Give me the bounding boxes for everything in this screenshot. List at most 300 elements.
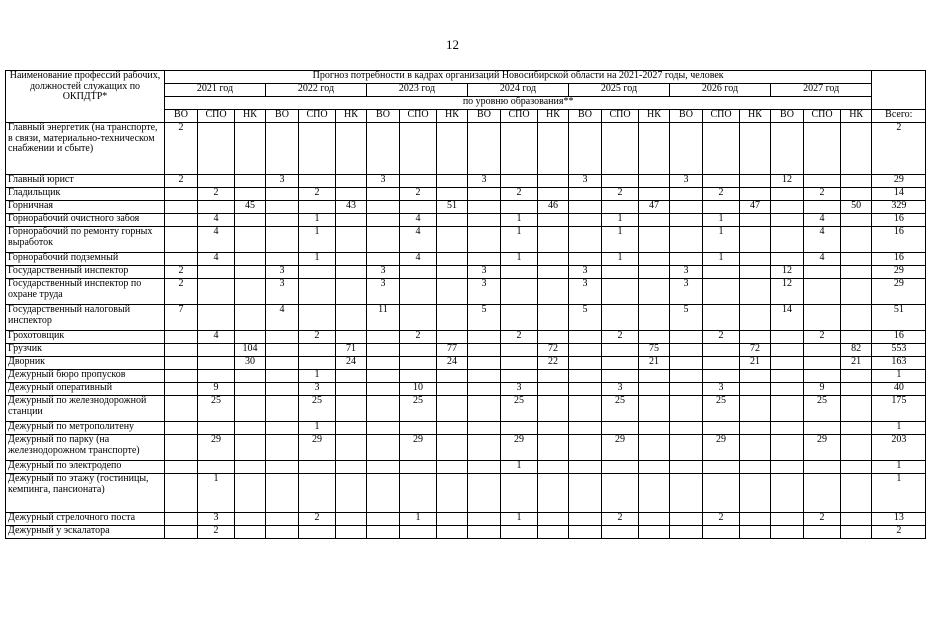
value-cell bbox=[165, 201, 198, 214]
value-cell bbox=[198, 461, 235, 474]
value-cell bbox=[336, 396, 367, 422]
value-cell: 29 bbox=[703, 435, 740, 461]
value-cell bbox=[501, 175, 538, 188]
value-cell bbox=[336, 370, 367, 383]
profession-name: Грохотовщик bbox=[6, 331, 165, 344]
value-cell bbox=[468, 370, 501, 383]
value-cell bbox=[400, 123, 437, 175]
table-row bbox=[6, 357, 926, 370]
value-cell bbox=[670, 357, 703, 370]
level-header: ВО bbox=[771, 110, 804, 123]
table-row bbox=[6, 253, 926, 266]
value-cell: 24 bbox=[336, 357, 367, 370]
value-cell bbox=[468, 123, 501, 175]
profession-name: Дежурный по железнодорожной станции bbox=[6, 396, 165, 422]
value-cell: 2 bbox=[804, 513, 841, 526]
value-cell bbox=[771, 188, 804, 201]
value-cell bbox=[538, 435, 569, 461]
value-cell bbox=[771, 435, 804, 461]
value-cell bbox=[740, 383, 771, 396]
value-cell: 3 bbox=[367, 175, 400, 188]
profession-name: Горнорабочий по ремонту горных выработок bbox=[6, 227, 165, 253]
value-cell bbox=[336, 526, 367, 539]
value-cell: 25 bbox=[198, 396, 235, 422]
value-cell bbox=[468, 344, 501, 357]
value-cell bbox=[266, 526, 299, 539]
value-cell: 2 bbox=[165, 279, 198, 305]
value-cell bbox=[336, 214, 367, 227]
value-cell: 21 bbox=[639, 357, 670, 370]
value-cell bbox=[266, 201, 299, 214]
value-cell bbox=[841, 279, 872, 305]
value-cell: 2 bbox=[602, 331, 639, 344]
value-cell bbox=[235, 305, 266, 331]
value-cell bbox=[740, 526, 771, 539]
value-cell bbox=[437, 266, 468, 279]
value-cell bbox=[299, 474, 336, 513]
value-cell bbox=[771, 422, 804, 435]
value-cell bbox=[569, 474, 602, 513]
value-cell bbox=[266, 435, 299, 461]
value-cell bbox=[771, 357, 804, 370]
profession-name: Горнорабочий очистного забоя bbox=[6, 214, 165, 227]
value-cell bbox=[266, 370, 299, 383]
value-cell bbox=[670, 370, 703, 383]
value-cell bbox=[468, 435, 501, 461]
value-cell bbox=[437, 370, 468, 383]
value-cell bbox=[703, 461, 740, 474]
value-cell bbox=[367, 396, 400, 422]
value-cell bbox=[740, 175, 771, 188]
value-cell bbox=[602, 344, 639, 357]
value-cell bbox=[569, 526, 602, 539]
value-cell bbox=[437, 474, 468, 513]
level-header: НК bbox=[235, 110, 266, 123]
value-cell bbox=[771, 396, 804, 422]
value-cell bbox=[569, 461, 602, 474]
value-cell bbox=[299, 526, 336, 539]
value-cell bbox=[538, 370, 569, 383]
value-cell bbox=[165, 383, 198, 396]
value-cell bbox=[804, 357, 841, 370]
value-cell bbox=[538, 253, 569, 266]
value-cell bbox=[235, 188, 266, 201]
value-cell bbox=[400, 370, 437, 383]
value-cell bbox=[841, 435, 872, 461]
value-cell bbox=[367, 474, 400, 513]
value-cell bbox=[639, 422, 670, 435]
value-cell bbox=[336, 422, 367, 435]
value-cell: 4 bbox=[804, 227, 841, 253]
value-cell bbox=[165, 513, 198, 526]
level-header: СПО bbox=[299, 110, 336, 123]
value-cell bbox=[367, 123, 400, 175]
value-cell bbox=[841, 396, 872, 422]
value-cell bbox=[771, 214, 804, 227]
value-cell bbox=[198, 123, 235, 175]
profession-name: Гладильщик bbox=[6, 188, 165, 201]
value-cell bbox=[841, 305, 872, 331]
value-cell bbox=[602, 266, 639, 279]
value-cell bbox=[235, 279, 266, 305]
value-cell: 25 bbox=[400, 396, 437, 422]
value-cell: 7 bbox=[165, 305, 198, 331]
value-cell bbox=[266, 123, 299, 175]
level-header: НК bbox=[639, 110, 670, 123]
level-header: ВО bbox=[569, 110, 602, 123]
value-cell: 3 bbox=[468, 279, 501, 305]
value-cell bbox=[639, 266, 670, 279]
value-cell bbox=[468, 513, 501, 526]
value-cell: 4 bbox=[198, 331, 235, 344]
profession-name: Дежурный по парку (на железнодорожном транспорте) bbox=[6, 435, 165, 461]
value-cell: 3 bbox=[367, 279, 400, 305]
value-cell bbox=[538, 227, 569, 253]
value-cell: 2 bbox=[703, 513, 740, 526]
value-cell bbox=[266, 357, 299, 370]
value-cell bbox=[703, 175, 740, 188]
profession-name: Дежурный стрелочного поста bbox=[6, 513, 165, 526]
value-cell bbox=[437, 175, 468, 188]
value-cell: 1 bbox=[400, 513, 437, 526]
value-cell bbox=[266, 253, 299, 266]
profession-name: Горничная bbox=[6, 201, 165, 214]
profession-name: Дежурный по метрополитену bbox=[6, 422, 165, 435]
level-header: ВО bbox=[266, 110, 299, 123]
value-cell: 71 bbox=[336, 344, 367, 357]
value-cell bbox=[367, 331, 400, 344]
value-cell: 3 bbox=[468, 266, 501, 279]
value-cell bbox=[266, 513, 299, 526]
value-cell bbox=[198, 279, 235, 305]
value-cell bbox=[336, 474, 367, 513]
value-cell: 4 bbox=[804, 253, 841, 266]
value-cell bbox=[771, 370, 804, 383]
value-cell bbox=[501, 357, 538, 370]
value-cell bbox=[468, 357, 501, 370]
value-cell bbox=[266, 188, 299, 201]
value-cell bbox=[266, 422, 299, 435]
value-cell bbox=[235, 331, 266, 344]
value-cell bbox=[299, 279, 336, 305]
value-cell bbox=[602, 370, 639, 383]
value-cell bbox=[804, 344, 841, 357]
value-cell bbox=[437, 227, 468, 253]
value-cell bbox=[165, 227, 198, 253]
level-header: НК bbox=[336, 110, 367, 123]
value-cell bbox=[367, 435, 400, 461]
value-cell: 9 bbox=[804, 383, 841, 396]
value-cell bbox=[569, 370, 602, 383]
level-header: СПО bbox=[400, 110, 437, 123]
value-cell bbox=[367, 344, 400, 357]
value-cell bbox=[468, 201, 501, 214]
value-cell: 3 bbox=[266, 175, 299, 188]
value-cell bbox=[771, 331, 804, 344]
value-cell bbox=[804, 305, 841, 331]
profession-name: Государственный инспектор bbox=[6, 266, 165, 279]
value-cell bbox=[670, 227, 703, 253]
value-cell bbox=[165, 344, 198, 357]
table-row bbox=[6, 175, 926, 188]
value-cell bbox=[266, 383, 299, 396]
value-cell bbox=[198, 370, 235, 383]
table-row bbox=[6, 526, 926, 539]
value-cell bbox=[841, 266, 872, 279]
value-cell bbox=[670, 513, 703, 526]
value-cell: 11 bbox=[367, 305, 400, 331]
value-cell: 82 bbox=[841, 344, 872, 357]
value-cell bbox=[468, 188, 501, 201]
value-cell bbox=[336, 175, 367, 188]
value-cell bbox=[235, 474, 266, 513]
value-cell bbox=[437, 422, 468, 435]
value-cell bbox=[639, 370, 670, 383]
value-cell bbox=[639, 175, 670, 188]
value-cell bbox=[235, 513, 266, 526]
value-cell bbox=[235, 383, 266, 396]
value-cell bbox=[336, 227, 367, 253]
value-cell: 2 bbox=[165, 266, 198, 279]
value-cell bbox=[437, 123, 468, 175]
table-row bbox=[6, 305, 926, 331]
value-cell: 1 bbox=[299, 214, 336, 227]
table-row bbox=[6, 266, 926, 279]
value-cell bbox=[841, 188, 872, 201]
value-cell bbox=[804, 422, 841, 435]
value-cell bbox=[165, 422, 198, 435]
table-row bbox=[6, 513, 926, 526]
value-cell: 4 bbox=[400, 253, 437, 266]
value-cell bbox=[602, 175, 639, 188]
value-cell bbox=[266, 396, 299, 422]
level-header: НК bbox=[437, 110, 468, 123]
value-cell: 5 bbox=[670, 305, 703, 331]
value-cell bbox=[804, 461, 841, 474]
value-cell bbox=[336, 305, 367, 331]
profession-name: Дворник bbox=[6, 357, 165, 370]
value-cell bbox=[437, 513, 468, 526]
value-cell bbox=[336, 435, 367, 461]
value-cell bbox=[841, 214, 872, 227]
value-cell bbox=[235, 526, 266, 539]
value-cell bbox=[804, 370, 841, 383]
value-cell: 4 bbox=[266, 305, 299, 331]
value-cell bbox=[639, 513, 670, 526]
page-number: 12 bbox=[446, 37, 459, 52]
total-cell: 16 bbox=[872, 227, 926, 253]
value-cell bbox=[468, 461, 501, 474]
level-header: СПО bbox=[804, 110, 841, 123]
value-cell bbox=[501, 279, 538, 305]
value-cell bbox=[501, 344, 538, 357]
value-cell: 3 bbox=[670, 279, 703, 305]
value-cell bbox=[538, 305, 569, 331]
value-cell bbox=[670, 253, 703, 266]
value-cell bbox=[602, 357, 639, 370]
table-row bbox=[6, 279, 926, 305]
value-cell bbox=[235, 253, 266, 266]
value-cell bbox=[569, 513, 602, 526]
value-cell bbox=[569, 344, 602, 357]
value-cell bbox=[670, 435, 703, 461]
value-cell bbox=[670, 461, 703, 474]
value-cell: 2 bbox=[703, 331, 740, 344]
year-header: 2022 год bbox=[266, 84, 367, 97]
value-cell bbox=[841, 331, 872, 344]
value-cell: 1 bbox=[703, 227, 740, 253]
value-cell bbox=[841, 383, 872, 396]
level-header: СПО bbox=[198, 110, 235, 123]
value-cell: 30 bbox=[235, 357, 266, 370]
value-cell bbox=[841, 370, 872, 383]
value-cell bbox=[639, 383, 670, 396]
table-row bbox=[6, 123, 926, 175]
value-cell: 2 bbox=[198, 188, 235, 201]
value-cell bbox=[639, 396, 670, 422]
profession-name: Главный энергетик (на транспорте, в связи, материально-техническом снабжении и сбыте) bbox=[6, 123, 165, 175]
year-header: 2026 год bbox=[670, 84, 771, 97]
value-cell: 1 bbox=[501, 513, 538, 526]
value-cell: 22 bbox=[538, 357, 569, 370]
value-cell: 3 bbox=[569, 266, 602, 279]
value-cell bbox=[400, 357, 437, 370]
value-cell: 29 bbox=[602, 435, 639, 461]
value-cell bbox=[639, 279, 670, 305]
value-cell bbox=[400, 461, 437, 474]
value-cell bbox=[235, 123, 266, 175]
value-cell bbox=[841, 253, 872, 266]
value-cell bbox=[639, 227, 670, 253]
total-header: Всего: bbox=[872, 110, 926, 123]
value-cell: 47 bbox=[740, 201, 771, 214]
value-cell bbox=[538, 422, 569, 435]
value-cell bbox=[538, 214, 569, 227]
value-cell bbox=[602, 474, 639, 513]
value-cell bbox=[299, 201, 336, 214]
value-cell bbox=[771, 123, 804, 175]
value-cell bbox=[367, 422, 400, 435]
total-cell: 51 bbox=[872, 305, 926, 331]
value-cell bbox=[804, 175, 841, 188]
value-cell: 3 bbox=[670, 175, 703, 188]
value-cell bbox=[703, 474, 740, 513]
value-cell bbox=[235, 396, 266, 422]
value-cell bbox=[367, 357, 400, 370]
value-cell bbox=[538, 175, 569, 188]
value-cell bbox=[299, 123, 336, 175]
value-cell bbox=[703, 123, 740, 175]
value-cell bbox=[336, 188, 367, 201]
value-cell bbox=[437, 331, 468, 344]
value-cell bbox=[299, 357, 336, 370]
value-cell bbox=[670, 188, 703, 201]
profession-name: Государственный налоговый инспектор bbox=[6, 305, 165, 331]
total-cell: 16 bbox=[872, 214, 926, 227]
value-cell: 1 bbox=[501, 461, 538, 474]
value-cell: 77 bbox=[437, 344, 468, 357]
value-cell: 10 bbox=[400, 383, 437, 396]
profession-name: Горнорабочий подземный bbox=[6, 253, 165, 266]
value-cell bbox=[336, 123, 367, 175]
total-cell: 29 bbox=[872, 279, 926, 305]
value-cell bbox=[198, 344, 235, 357]
value-cell: 4 bbox=[198, 227, 235, 253]
value-cell: 3 bbox=[703, 383, 740, 396]
value-cell: 12 bbox=[771, 279, 804, 305]
value-cell bbox=[437, 279, 468, 305]
table-row bbox=[6, 461, 926, 474]
profession-name: Дежурный по электродепо bbox=[6, 461, 165, 474]
value-cell bbox=[602, 201, 639, 214]
value-cell bbox=[468, 383, 501, 396]
value-cell bbox=[538, 383, 569, 396]
value-cell bbox=[165, 188, 198, 201]
value-cell bbox=[198, 357, 235, 370]
value-cell bbox=[740, 331, 771, 344]
value-cell bbox=[299, 344, 336, 357]
value-cell: 1 bbox=[501, 214, 538, 227]
value-cell bbox=[639, 305, 670, 331]
value-cell bbox=[336, 461, 367, 474]
total-cell: 1 bbox=[872, 461, 926, 474]
table-row bbox=[6, 383, 926, 396]
value-cell bbox=[771, 227, 804, 253]
value-cell bbox=[703, 344, 740, 357]
value-cell bbox=[367, 526, 400, 539]
value-cell: 12 bbox=[771, 175, 804, 188]
value-cell bbox=[639, 188, 670, 201]
value-cell: 25 bbox=[804, 396, 841, 422]
value-cell: 25 bbox=[299, 396, 336, 422]
value-cell bbox=[235, 175, 266, 188]
value-cell bbox=[400, 266, 437, 279]
value-cell: 12 bbox=[771, 266, 804, 279]
value-cell bbox=[569, 201, 602, 214]
value-cell: 24 bbox=[437, 357, 468, 370]
value-cell: 1 bbox=[299, 253, 336, 266]
value-cell bbox=[670, 396, 703, 422]
value-cell: 1 bbox=[703, 214, 740, 227]
value-cell bbox=[639, 253, 670, 266]
value-cell bbox=[437, 526, 468, 539]
value-cell bbox=[538, 279, 569, 305]
forecast-header: Прогноз потребности в кадрах организаций Новосибирской области на 2021-2027 годы, человек bbox=[165, 71, 872, 84]
value-cell bbox=[569, 383, 602, 396]
value-cell: 1 bbox=[602, 214, 639, 227]
value-cell: 21 bbox=[841, 357, 872, 370]
value-cell: 2 bbox=[198, 526, 235, 539]
value-cell: 9 bbox=[198, 383, 235, 396]
value-cell bbox=[501, 201, 538, 214]
value-cell bbox=[400, 305, 437, 331]
value-cell bbox=[299, 175, 336, 188]
value-cell: 4 bbox=[198, 253, 235, 266]
value-cell bbox=[235, 370, 266, 383]
value-cell bbox=[165, 435, 198, 461]
value-cell bbox=[468, 253, 501, 266]
profession-name: Дежурный оперативный bbox=[6, 383, 165, 396]
value-cell bbox=[639, 435, 670, 461]
value-cell bbox=[740, 227, 771, 253]
value-cell bbox=[165, 396, 198, 422]
year-header: 2024 год bbox=[468, 84, 569, 97]
value-cell bbox=[400, 344, 437, 357]
value-cell: 1 bbox=[501, 227, 538, 253]
value-cell bbox=[841, 513, 872, 526]
value-cell bbox=[501, 123, 538, 175]
value-cell: 2 bbox=[703, 188, 740, 201]
